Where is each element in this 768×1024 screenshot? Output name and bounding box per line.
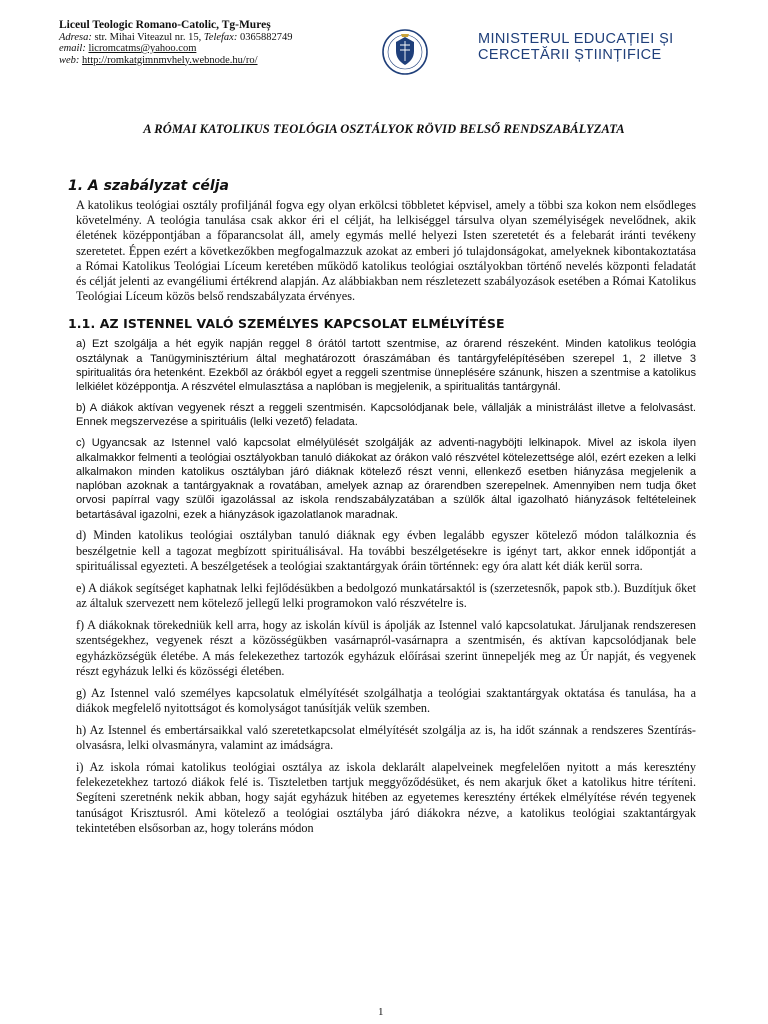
school-web [59,55,292,67]
paragraph-a: a) Ezt szolgálja a hét egyik napján reggel 8 órától tartott szentmise, az órarend részeként. Minden katolikus teológia osztálynak a Tanügyminisztérium által meghatározott óraszámában és tantárgyfelépítésében szerepel 1, 2 illetve 3 spiritualitás óra hetenként. Ezekből az órákból egyet a reggeli szentmise ünneplésére szánunk, hiszen a szentmise a katolikus lelkiélet középpontja. A részvétel elmulasztása a naplóban is megjelenik, a spiritualitás tantárgynál. [76,338,696,394]
school-address [59,32,292,44]
phone-value: 0365882749 [239,31,293,43]
government-crest-icon [382,25,428,79]
ministry-line-1: MINISTERUL EDUCAȚIEI ȘI [478,31,674,47]
address-label: Adresa: [59,31,92,43]
paragraph-c: c) Ugyancsak az Istennel való kapcsolat elmélyülését szolgálják az adventi-nagyböjti lelkinapok. Mivel az iskola ilyen alkalmakkor felmenti a teológiai osztályokban tanuló diákokat az órákon való részvétel kötelezettsége alól, ezért ezeken a lelki alkalmakon minden katolikus osztályban járó diáknak kötelező részt venni, ellenkező esetben hiányzása megjelenik a naplóban azoknak a tantárgyaknak a rovatában, amelyek aznap az órarendben szerepelnek. Amennyiben nem tudja őket orvosi papírral vagy szülői igazolással az iskola rendszabályzatában a szülők által igazolható hiányzások feltételeinek betartásával igazolni, ezek a hiányzások igazolatlanok maradnak. [76,437,696,521]
school-email [59,43,292,55]
section-heading-1: 1. A szabályzat célja [68,178,229,194]
phone-label: Telefax: [203,31,238,43]
paragraph-b: b) A diákok aktívan vegyenek részt a reggeli szentmisén. Kapcsolódjanak bele, vállalják a ministrálást illetve a felolvasást. Ennek megszervezése a spirituális (lelki vezető) feladata. [76,402,696,429]
ministry-line-2: CERCETĂRII ȘTIINȚIFICE [478,47,662,63]
ministry-name [478,31,674,63]
paragraph-i: i) Az iskola római katolikus teológiai osztálya az iskola deklarált alapelveinek megfelelően nyitott a más keresztény felekezetekhez tartozó diákok felé is. Tiszteletben tartjuk meggyőződésüket, és nem akarjuk őket a katolikus hitre téríteni. Segíteni szeretnénk nekik abban, hogy saját egyházuk hitében az egyetemes keresztény értékek elmélyítése révén tegyenek tanúságot Krisztusról. Ami kötelező a teológiai osztályba járó diákokra nézve, a katolikus teológiai szaktantárgyak tekintetében elsősorban az, hogy toleráns módon [76,759,696,836]
email-label: email: [59,43,86,54]
paragraph-e: e) A diákok segítséget kaphatnak lelki fejlődésükben a bedolgozó munkatársaktól is (szerzetesnők, papok stb.). Buzdítjuk őket az általuk szervezett nem kötelező jellegű lelki programokon való részvételre is. [76,580,696,611]
letterhead [59,20,709,100]
page-number: 1 [378,1006,384,1018]
document-title: A RÓMAI KATOLIKUS TEOLÓGIA OSZTÁLYOK RÖVID BELSŐ RENDSZABÁLYZATA [143,122,625,136]
address-value: str. Mihai Viteazul nr. 15, [94,31,202,43]
school-info [59,20,292,66]
school-name: Liceul Teologic Romano-Catolic, Tg-Mureș [59,19,271,31]
section-heading-1-1: 1.1. AZ ISTENNEL VALÓ SZEMÉLYES KAPCSOLAT ELMÉLYÍTÉSE [68,316,505,332]
web-link[interactable]: http://romkatgimnmvhely.webnode.hu/ro/ [82,54,258,66]
paragraph-h: h) Az Istennel és embertársaikkal való szeretetkapcsolat elmélyítését szolgálja az is, ha időt szánnak a rendszeres Szentírás-olvasásra, lelki olvasmányra, valamint az imádságra. [76,722,696,753]
section-1-paragraph: A katolikus teológiai osztály profiljánál fogva egy olyan erkölcsi többletet képvisel, amely a többi sza kokon nem elsődleges követelmény. A teológia tanulása csak akkor éri el célját, ha lelkiséggel társulva olyan személyiségek nevelődnek, akik életének középpontjában a főparancsolat áll, amely egymás mellé helyezi Isten szeretetét és a felebarát iránti tevékeny szeretetet. Éppen ezért a következőkben megfogalmazzuk azokat az emberi jó tulajdonságokat, amelyeknek kibontakoztatása a Római Katolikus Teológiai Líceum keretében működő katolikus teológiai osztályokban történő nevelés központi feladatát és célját jelenti az evangéliumi értékrend alapján. Az alábbiakban nem részletezett szabályozások esetében a Római Katolikus Teológiai Líceum közös belső rendszabályzata érvényes. [76,198,696,304]
paragraph-f: f) A diákoknak törekedniük kell arra, hogy az iskolán kívül is ápolják az Istennel való kapcsolatukat. Járuljanak rendszeresen szentségekhez, vegyenek részt a közösségükben vasárnapról-vasárnapra a szentmisén, és aktívan kapcsolódjanak bele egyházközségük életébe. A más felekezethez tartozók egyházuk előírásai szerint ünnepeljék meg az Úr napját, és vegyenek részt egyházuk lelki és közösségi életében. [76,617,696,678]
web-label: web: [59,54,80,66]
document-body [68,178,696,843]
email-link[interactable]: licromcatms@yahoo.com [88,43,197,54]
paragraph-g: g) Az Istennel való személyes kapcsolatuk elmélyítését szolgálhatja a teológiai szaktantárgyak oktatása és tanulása, ha a diákok megfelelő nyitottságot és komolyságot tanúsítják velük szemben. [76,685,696,715]
paragraph-d: d) Minden katolikus teológiai osztályban tanuló diáknak egy évben legalább egyszer kötelező módon találkoznia és beszélgetnie kell a tagozat megbízott spirituálisával. Ha további beszélgetésekre is igényt tart, akkor ennek időpontját a spirituálissal egyezteti. A beszélgetések a teológiai szaktantárgyak óráin történnek: egy óra alatt két diák kerül sorra. [76,528,696,574]
